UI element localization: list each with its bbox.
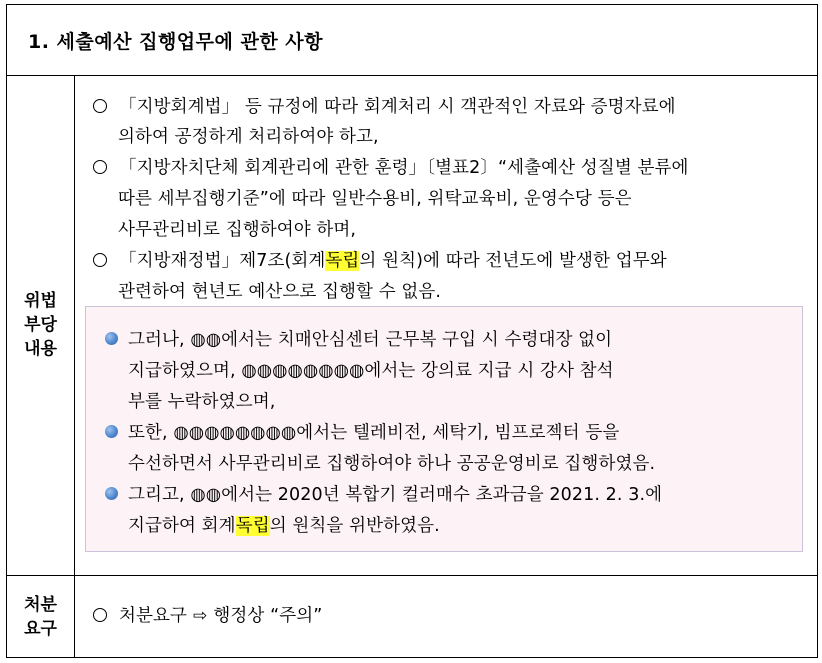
request-label-line: 처분 (24, 594, 57, 615)
violation-label-line: 내용 (24, 339, 57, 359)
violation-label-cell (7, 75, 75, 575)
finding-text: 지급하였으며, ◍◍◍◍◍◍◍◍에서는 강의료 지급 시 강사 참석 (128, 361, 614, 381)
item-text: 「지방회계법」 등 규정에 따라 회계처리 시 객관적인 자료와 증명자료에 (119, 97, 676, 117)
blue-bullet-icon (105, 332, 118, 345)
finding-text: 지급하여 회계 (128, 516, 236, 536)
item-text: 「지방재정법」제7조(회계 (119, 251, 326, 271)
blue-bullet-icon (105, 487, 118, 500)
item-text: 관련하여 현년도 예산으로 집행할 수 없음. (118, 282, 442, 302)
blue-bullet-icon (105, 425, 118, 438)
violation-label (24, 289, 57, 361)
finding-item (105, 419, 619, 444)
violation-label-line: 위법 (24, 291, 57, 311)
highlighted-text: 독립 (235, 516, 270, 536)
item-text: 사무관리비로 집행하여야 하며, (118, 220, 357, 240)
right-arrow-icon: ⇨ (193, 606, 208, 626)
legal-basis-item (93, 93, 676, 118)
finding-item (105, 481, 662, 506)
finding-text: 부를 누락하였으며, (128, 392, 276, 412)
highlighted-text: 독립 (325, 251, 360, 271)
request-label-line: 요구 (24, 618, 57, 639)
finding-item (105, 326, 612, 351)
title-row (7, 5, 817, 76)
item-text: 의 원칙)에 따라 전년도에 발생한 업무와 (359, 251, 667, 271)
item-text: 「지방자치단체 회계관리에 관한 훈령」〔별표2〕“세출예산 성질별 분류에 (119, 158, 689, 178)
request-content (75, 575, 817, 657)
violation-content (75, 75, 817, 575)
finding-text: 또한, ◍◍◍◍◍◍◍◍에서는 텔레비전, 세탁기, 빔프로젝터 등을 (128, 423, 620, 443)
legal-basis-item (93, 154, 689, 179)
findings-box (85, 306, 803, 552)
circle-bullet-icon (93, 99, 107, 113)
request-text: 행정상 “주의” (213, 606, 323, 626)
circle-bullet-icon (93, 608, 107, 622)
request-text: 처분요구 (119, 606, 188, 626)
finding-item (128, 512, 440, 537)
finding-text: 의 원칙을 위반하였음. (269, 516, 440, 536)
request-item (93, 602, 322, 627)
finding-text: 그리고, ◍◍에서는 2020년 복합기 컬러매수 초과금을 2021. 2. 3.에 (128, 485, 663, 505)
request-label (24, 593, 57, 641)
circle-bullet-icon (93, 253, 107, 267)
circle-bullet-icon (93, 160, 107, 174)
finding-text: 그러나, ◍◍에서는 치매안심센터 근무복 구입 시 수령대장 없이 (128, 330, 613, 350)
audit-document (6, 4, 818, 658)
item-text: 따른 세부집행기준”에 따라 일반수용비, 위탁교육비, 운영수당 등은 (118, 189, 632, 209)
request-label-cell (7, 575, 75, 657)
section-title: 1. 세출예산 집행업무에 관한 사항 (28, 31, 323, 53)
legal-basis-item (93, 247, 667, 272)
finding-text: 수선하면서 사무관리비로 집행하여야 하나 공공운영비로 집행하였음. (128, 454, 656, 474)
violation-label-line: 부당 (24, 315, 57, 335)
item-text: 의하여 공정하게 처리하여야 하고, (118, 127, 379, 147)
